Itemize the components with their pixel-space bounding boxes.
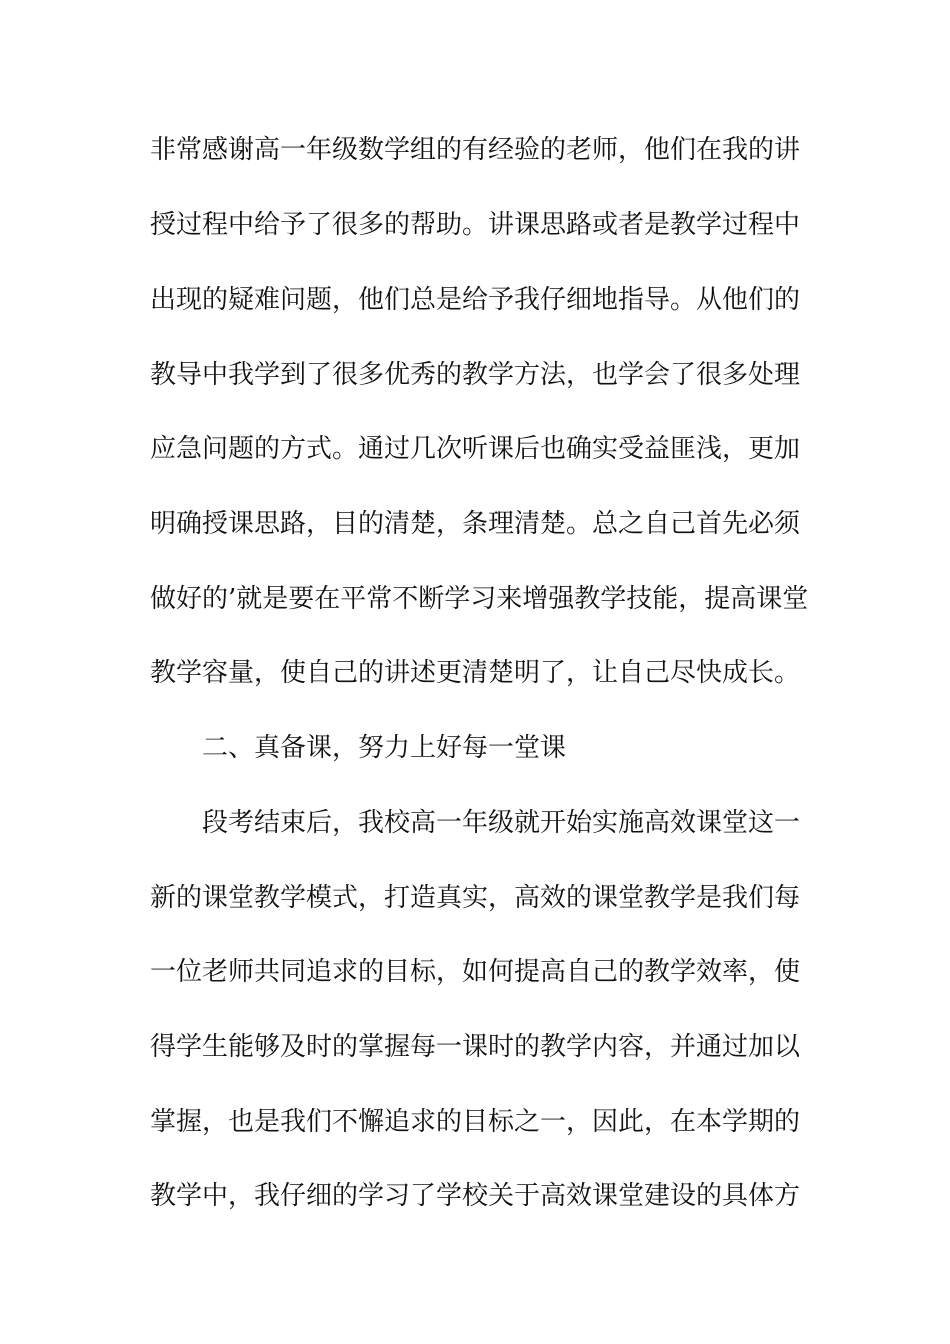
body-line-13: 得学生能够及时的掌握每一课时的教学内容，并通过加以 <box>150 1032 801 1062</box>
body-line-12: 一位老师共同追求的目标，如何提高自己的教学效率，使 <box>150 957 801 987</box>
body-line-8: 教学容量，使自己的讲述更清楚明了，让自己尽快成长。 <box>150 658 801 688</box>
body-line-15: 教学中，我仔细的学习了学校关于高效课堂建设的具体方 <box>150 1181 801 1211</box>
body-line-6: 明确授课思路，目的清楚，条理清楚。总之自己首先必须 <box>150 509 801 539</box>
body-line-5: 应急问题的方式。通过几次听课后也确实受益匪浅，更加 <box>150 434 801 464</box>
section-heading: 二、真备课，努力上好每一堂课 <box>202 733 567 763</box>
body-line-4: 教导中我学到了很多优秀的教学方法，也学会了很多处理 <box>150 360 801 390</box>
body-line-14: 掌握，也是我们不懈追求的目标之一，因此，在本学期的 <box>150 1107 801 1137</box>
body-line-1: 非常感谢高一年级数学组的有经验的老师，他们在我的讲 <box>150 135 801 165</box>
paragraph-first-line: 段考结束后，我校高一年级就开始实施高效课堂这一 <box>202 808 801 838</box>
body-line-2: 授过程中给予了很多的帮助。讲课思路或者是教学过程中 <box>150 210 801 240</box>
body-line-3: 出现的疑难问题，他们总是给予我仔细地指导。从他们的 <box>150 285 801 315</box>
body-line-7: 做好的’就是要在平常不断学习来增强教学技能，提高课堂 <box>150 584 809 614</box>
body-line-11: 新的课堂教学模式，打造真实，高效的课堂教学是我们每 <box>150 883 801 913</box>
